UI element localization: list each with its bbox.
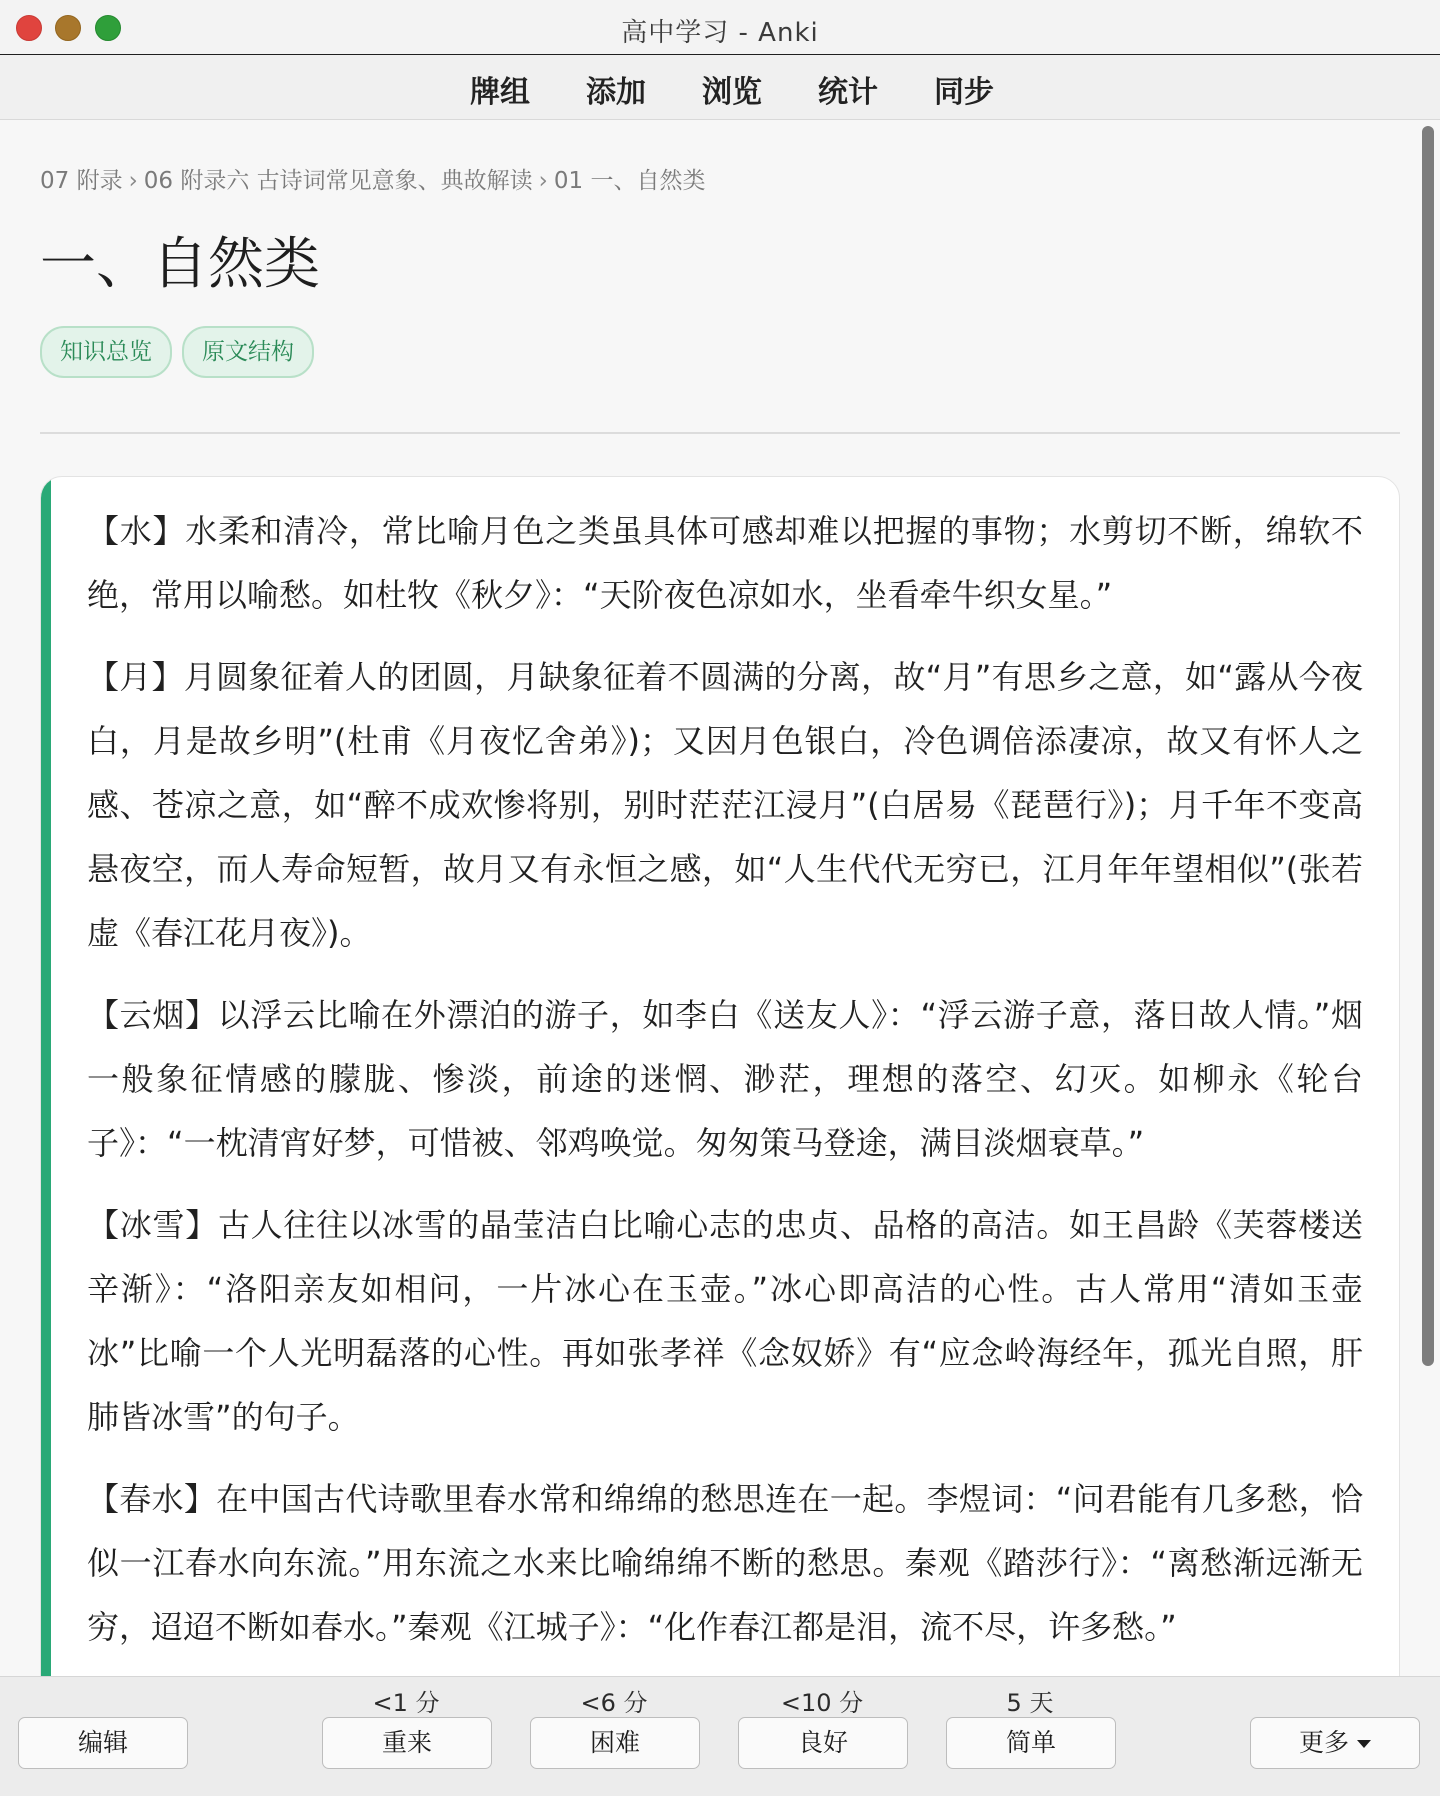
note-card xyxy=(40,476,1400,1676)
chip-original-structure[interactable]: 原文结构 xyxy=(182,326,314,378)
breadcrumb-item: 07 附录 xyxy=(40,168,123,194)
good-button[interactable]: 良好 xyxy=(738,1717,908,1769)
divider xyxy=(40,432,1400,434)
tag-chips xyxy=(40,326,314,378)
answer-bar xyxy=(0,1676,1440,1796)
toolbar-browse[interactable]: 浏览 xyxy=(702,75,762,110)
toolbar-sync[interactable]: 同步 xyxy=(934,75,994,110)
toolbar-add[interactable]: 添加 xyxy=(586,75,646,110)
edit-button[interactable]: 编辑 xyxy=(18,1717,188,1769)
breadcrumb xyxy=(40,162,705,195)
paragraph-cloud-smoke: 【云烟】以浮云比喻在外漂泊的游子，如李白《送友人》：“浮云游子意，落日故人情。”烟一般象征情感的朦胧、惨淡，前途的迷惘、渺茫，理想的落空、幻灭。如柳永《轮台子》：“一枕清宵好梦，可惜被、邻鸡唤觉。匆匆策马登途，满目淡烟衰草。” xyxy=(87,996,1363,1162)
card-body xyxy=(87,499,1363,1676)
breadcrumb-item: 01 一、自然类 xyxy=(553,168,706,194)
chip-knowledge-overview[interactable]: 知识总览 xyxy=(40,326,172,378)
chevron-down-icon xyxy=(1357,1740,1371,1748)
interval-again: <1 分 xyxy=(372,1689,440,1717)
breadcrumb-separator-icon: › xyxy=(128,168,138,194)
title-bar xyxy=(0,0,1440,55)
interval-good: <10 分 xyxy=(780,1689,864,1717)
scrollbar-thumb[interactable] xyxy=(1422,126,1434,1366)
paragraph-spring-water: 【春水】在中国古代诗歌里春水常和绵绵的愁思连在一起。李煜词：“问君能有几多愁，恰似一江春水向东流。”用东流之水来比喻绵绵不断的愁思。秦观《踏莎行》：“离愁渐远渐无穷，迢迢不断如春水。”秦观《江城子》：“化作春江都是泪，流不尽，许多愁。” xyxy=(87,1480,1363,1646)
main-toolbar xyxy=(0,55,1440,120)
interval-hard: <6 分 xyxy=(580,1689,648,1717)
toolbar-decks[interactable]: 牌组 xyxy=(470,75,530,110)
page-title: 一、自然类 xyxy=(40,232,320,297)
more-button-label: 更多 xyxy=(1298,1728,1349,1757)
easy-button[interactable]: 简单 xyxy=(946,1717,1116,1769)
card-content-area xyxy=(0,120,1418,1676)
breadcrumb-separator-icon: › xyxy=(538,168,548,194)
breadcrumb-item: 06 附录六 古诗词常见意象、典故解读 xyxy=(143,168,533,194)
card-accent-bar xyxy=(41,477,51,1676)
window-title: 高中学习 - Anki xyxy=(621,18,819,48)
again-button[interactable]: 重来 xyxy=(322,1717,492,1769)
more-button[interactable] xyxy=(1250,1717,1420,1769)
paragraph-moon: 【月】月圆象征着人的团圆，月缺象征着不圆满的分离，故“月”有思乡之意，如“露从今夜白，月是故乡明”(杜甫《月夜忆舍弟》)；又因月色银白，冷色调倍添凄凉，故又有怀人之感、苍凉之意，如“醉不成欢惨将别，别时茫茫江浸月”(白居易《琵琶行》)；月千年不变高悬夜空，而人寿命短暂，故月又有永恒之感，如“人生代代无穷已，江月年年望相似”(张若虚《春江花月夜》)。 xyxy=(87,658,1363,952)
interval-easy: 5 天 xyxy=(1006,1689,1054,1717)
paragraph-water: 【水】水柔和清冷，常比喻月色之类虽具体可感却难以把握的事物；水剪切不断，绵软不绝，常用以喻愁。如杜牧《秋夕》：“天阶夜色凉如水，坐看牵牛织女星。” xyxy=(87,512,1363,614)
paragraph-ice-snow: 【冰雪】古人往往以冰雪的晶莹洁白比喻心志的忠贞、品格的高洁。如王昌龄《芙蓉楼送辛渐》：“洛阳亲友如相问，一片冰心在玉壶。”冰心即高洁的心性。古人常用“清如玉壶冰”比喻一个人光明磊落的心性。再如张孝祥《念奴娇》有“应念岭海经年，孤光自照，肝肺皆冰雪”的句子。 xyxy=(87,1206,1363,1436)
toolbar-stats[interactable]: 统计 xyxy=(818,75,878,110)
hard-button[interactable]: 困难 xyxy=(530,1717,700,1769)
